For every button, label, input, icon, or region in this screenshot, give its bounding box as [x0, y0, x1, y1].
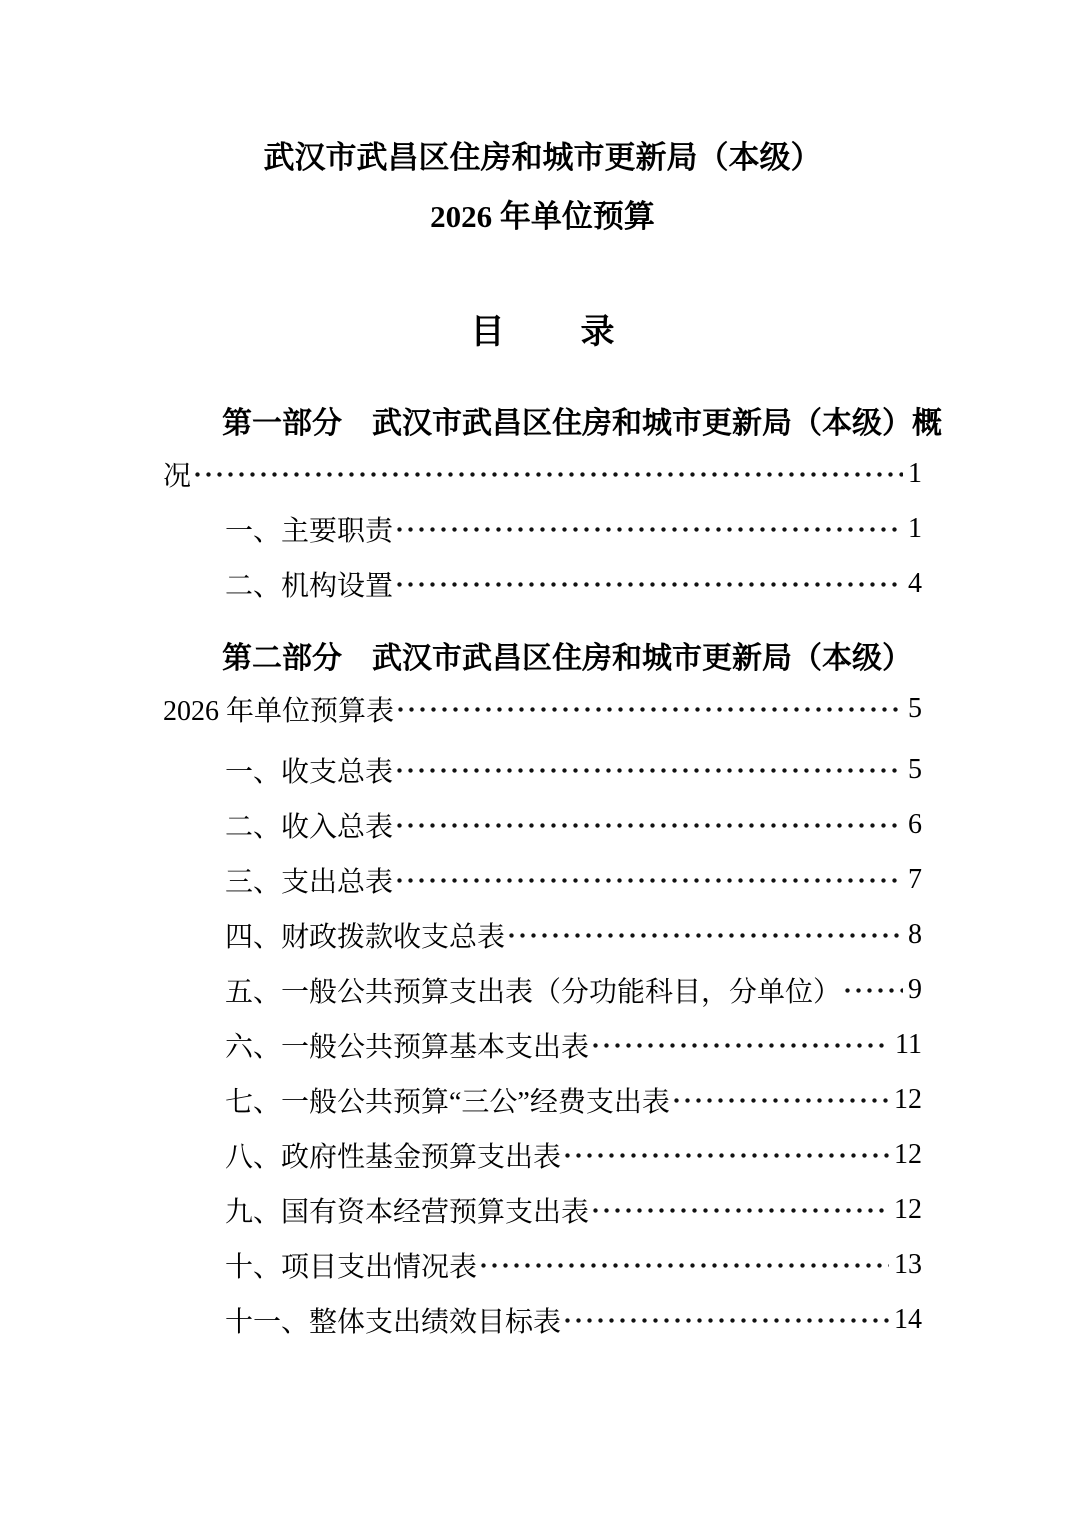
toc-entry-label: 二、机构设置 — [225, 570, 394, 602]
dot-leader — [565, 1318, 889, 1323]
toc-entry-label: 八、政府性基金预算支出表 — [225, 1141, 562, 1173]
toc-entry — [163, 1072, 922, 1127]
toc-entry — [163, 1292, 922, 1347]
dot-leader — [674, 1098, 889, 1103]
toc-entry — [163, 742, 922, 797]
page-number: 9 — [908, 973, 922, 1005]
page-number: 12 — [894, 1193, 922, 1225]
toc-entry-label: 二、收入总表 — [225, 811, 394, 843]
toc-entry — [163, 1182, 922, 1237]
toc-entry-label: 一、主要职责 — [225, 515, 394, 547]
toc-heading-char-left: 目 — [470, 314, 505, 351]
toc-part1-carry-line — [163, 446, 922, 501]
toc-entry-label: 一、收支总表 — [225, 756, 394, 788]
toc-entry — [163, 962, 922, 1017]
toc-entry-label: 七、一般公共预算“三公”经费支出表 — [225, 1086, 670, 1118]
dot-leader — [593, 1043, 890, 1048]
page-number: 8 — [908, 918, 922, 950]
page-number: 5 — [908, 692, 922, 724]
toc-part2-carry-line — [163, 681, 922, 736]
toc-entry-label: 十、项目支出情况表 — [225, 1251, 478, 1283]
page-number: 11 — [895, 1028, 922, 1060]
toc-entry — [163, 501, 922, 556]
toc-entry — [163, 1017, 922, 1072]
dot-leader — [397, 878, 903, 883]
page-number: 12 — [894, 1083, 922, 1115]
toc-entry — [163, 907, 922, 962]
toc-entry-label: 五、一般公共预算支出表（分功能科目，分单位） — [225, 976, 842, 1008]
toc-entry — [163, 1237, 922, 1292]
page-number: 7 — [908, 863, 922, 895]
page-content — [163, 0, 942, 1347]
page-number: 5 — [908, 753, 922, 785]
toc-entry — [163, 852, 922, 907]
toc-part1-heading: 第一部分 武汉市武昌区住房和城市更新局（本级）概 — [222, 407, 942, 440]
page-number: 1 — [908, 512, 922, 544]
toc-heading — [163, 312, 922, 354]
toc-entry — [163, 1127, 922, 1182]
dot-leader — [845, 988, 903, 993]
toc-part2-heading: 第二部分 武汉市武昌区住房和城市更新局（本级） — [222, 642, 912, 675]
toc-entry-label: 四、财政拨款收支总表 — [225, 921, 506, 953]
page-number: 14 — [894, 1303, 922, 1335]
toc-entry-label: 三、支出总表 — [225, 866, 394, 898]
dot-leader — [397, 823, 903, 828]
toc-entry-label: 九、国有资本经营预算支出表 — [225, 1196, 590, 1228]
toc-entry — [163, 797, 922, 852]
toc-heading-char-right: 录 — [580, 314, 615, 351]
page-number: 6 — [908, 808, 922, 840]
dot-leader — [481, 1263, 889, 1268]
doc-title-line-2: 2026 年单位预算 — [430, 199, 655, 234]
dot-leader — [398, 707, 903, 712]
page-number: 1 — [908, 457, 922, 489]
page-number: 12 — [894, 1138, 922, 1170]
dot-leader — [397, 527, 903, 532]
toc-entry-label: 十一、整体支出绩效目标表 — [225, 1306, 562, 1338]
dot-leader — [593, 1208, 889, 1213]
dot-leader — [195, 472, 903, 477]
toc-part2-items — [163, 742, 922, 1347]
dot-leader — [565, 1153, 889, 1158]
dot-leader — [397, 582, 903, 587]
toc-entry-label: 况 — [163, 460, 192, 492]
page-number: 13 — [894, 1248, 922, 1280]
doc-title-line-1: 武汉市武昌区住房和城市更新局（本级） — [263, 140, 822, 175]
page-number: 4 — [908, 567, 922, 599]
toc-entry-label: 2026 年单位预算表 — [163, 695, 395, 727]
dot-leader — [397, 768, 903, 773]
toc-entry-label: 六、一般公共预算基本支出表 — [225, 1031, 590, 1063]
dot-leader — [509, 933, 903, 938]
toc-entry — [163, 556, 922, 611]
